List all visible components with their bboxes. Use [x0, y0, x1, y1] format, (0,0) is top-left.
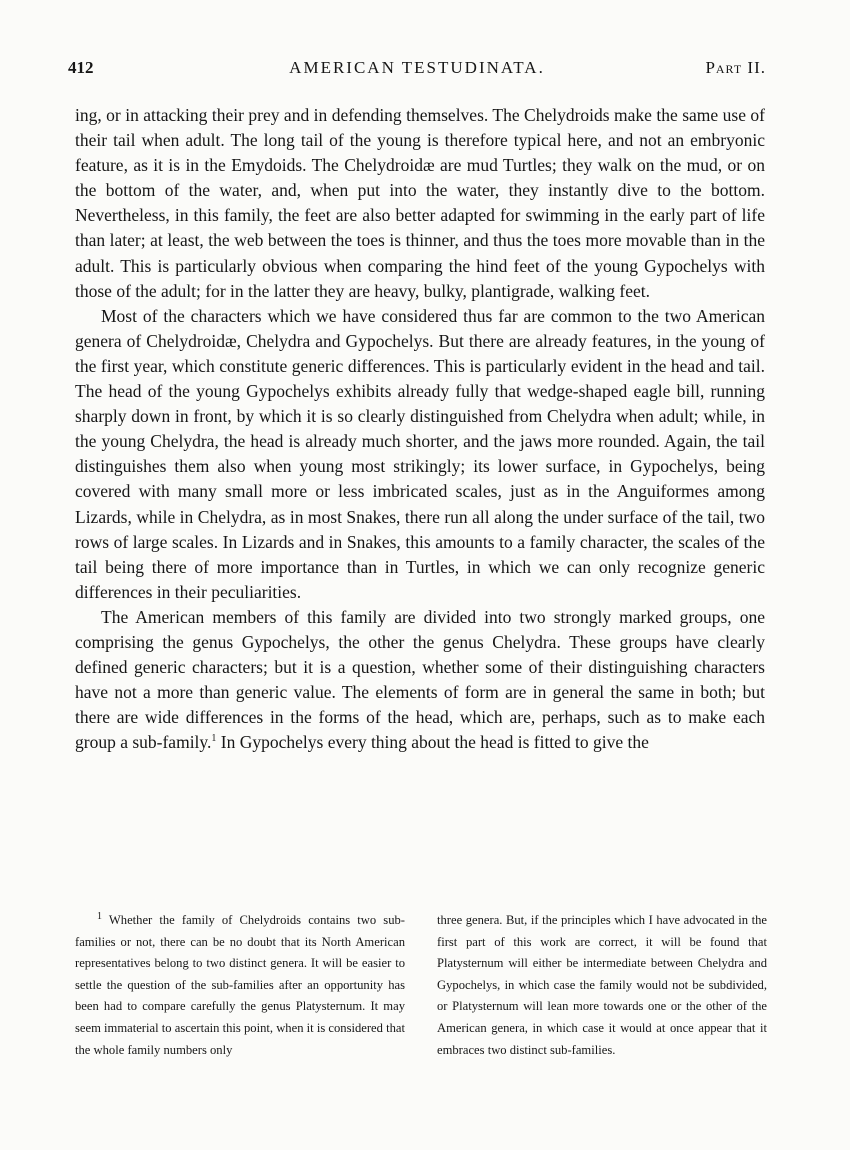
part-label: Part II. [705, 58, 766, 77]
paragraph-3-text: The American members of this family are divided into two strongly marked groups, one comprising the genus Gypochelys, the other the genus Chelydra. These groups have clearly defined generic characters; but it is a question, whether some of their distinguishing characters have not a more than generic value. The elements of form are in general the same in both; but there are wide differences in the forms of the head, which are, perhaps, such as to make each group a sub-family. [75, 606, 765, 753]
footnote-column-right [437, 910, 767, 1061]
body-text [75, 103, 765, 755]
paragraph-3-continued: In Gypochelys every thing about the head is fitted to give the [216, 732, 649, 753]
footnote-text-left: Whether the family of Chelydroids contains two sub-families or not, there can be no doubt that its North American representatives belong to two distinct genera. It will be easier to settle the question of the sub-families after an opportunity has been had to compare carefully the genus Platysternum. It may seem immaterial to ascertain this point, when it is considered that the whole family numbers only [75, 913, 405, 1057]
footnote-text-right: three genera. But, if the principles which I have advocated in the first part of this work are correct, it will be found that Platysternum will either be intermediate between Chelydra and Gypochelys, in which case the family would not be subdivided, or Platysternum will lean more towards one or the other of the American genera, in which case it would at once appear that it embraces two distinct sub-families. [437, 913, 767, 1057]
paragraph-2: Most of the characters which we have considered thus far are common to the two American genera of Chelydroidæ, Chelydra and Gypochelys. But there are already features, in the young of the first year, which constitute generic differences. This is particularly evident in the head and tail. The head of the young Gypochelys exhibits already fully that wedge-shaped eagle bill, running sharply down in front, by which it is so clearly distinguished from Chelydra when adult; while, in the young Chelydra, the head is already much shorter, and the jaws more rounded. Again, the tail distinguishes them also when young most strikingly; its lower surface, in Gypochelys, being covered with many small more or less imbricated scales, just as in the Anguiformes among Lizards, while in Chelydra, as in most Snakes, there run all along the under surface of the tail, two rows of large scales. In Lizards and in Snakes, this amounts to a family character, the scales of the tail being there of more importance than in Turtles, in which we can only recognize generic differences in their peculiarities. [75, 305, 765, 602]
page-header [68, 58, 766, 84]
paragraph-1: ing, or in attacking their prey and in defending themselves. The Chelydroids make the same use of their tail when adult. The long tail of the young is therefore typical here, and not an embryonic feature, as it is in the Emydoids. The Chelydroidæ are mud Turtles; they walk on the mud, or on the bottom of the water, and, when put into the water, they instantly dive to the bottom. Nevertheless, in this family, the feet are also better adapted for swimming in the early part of life than later; at least, the web between the toes is thinner, and thus the toes more movable than in the adult. This is particularly obvious when comparing the hind feet of the young Gypochelys with those of the adult; for in the latter they are heavy, bulky, plantigrade, walking feet. [75, 105, 765, 301]
running-title: AMERICAN TESTUDINATA. [289, 58, 545, 77]
paragraph-3 [75, 605, 765, 756]
footnote-reference: 1 [211, 733, 217, 745]
page-number: 412 [68, 58, 94, 77]
footnote-marker: 1 [97, 910, 102, 922]
footnote [75, 910, 767, 1061]
footnote-column-left [75, 910, 405, 1061]
